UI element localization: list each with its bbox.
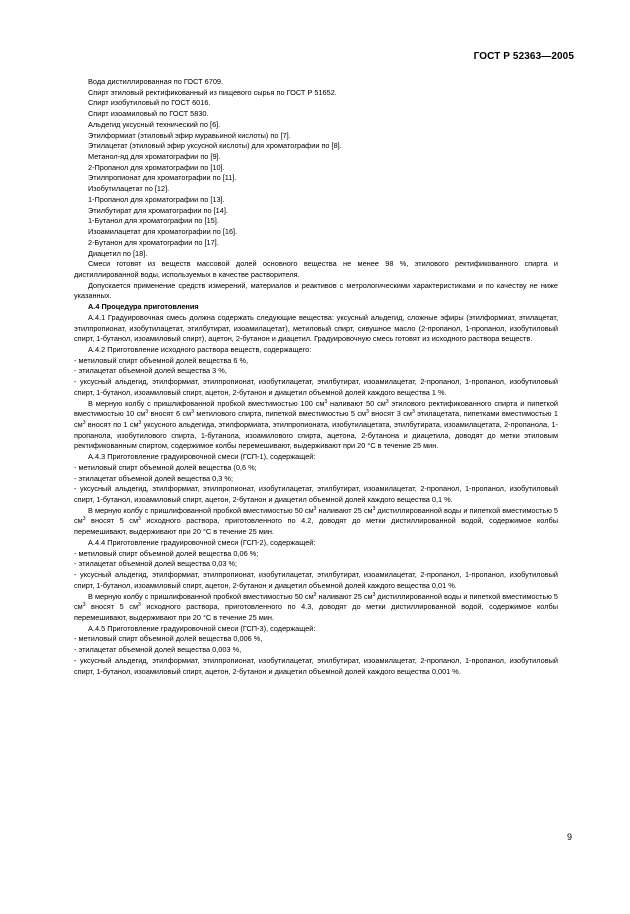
clause-a42-procedure: В мерную колбу с пришлифованной пробкой вместимостью 100 $см^3$ наливают 50 $см^3$ этилового ректификованного спирта и пипеткой вместимостью 10 $см^3$ вносят 6 $см^3$ метилового спирта, пипеткой вместимостью 5 $см^3$ вносят 3 $см^3$ этилацетата, пипетками вместимостью 1 $см^3$ вносят по 1 $см^3$ уксусного альдегида, этилформиата, этилпропионата, изобутилацетата, этилбутирата, изоамилацетата, 2-пропанола, 1-пропанола, изобутилового спирта, 1-бутанола, изоамилового спирта, ацетона, 2-бутанона и диацетила, доводят до метки этиловым ректификованным спиртом, содержимое колбы перемешивают, выдерживают при 20 °С в течение 25 мин.	[74, 398, 559, 451]
reagent-item: Изоамилацетат для хроматографии по [16].	[88, 227, 238, 237]
reagent-item: 1-Бутанол для хроматографии по [15].	[88, 216, 219, 226]
list-item: - уксусный альдегид, этилформиат, этилпропионат, изобутилацетат, этилбутират, изоамилацетат, 2-пропанол, 1-пропанол, изобутиловый спирт, 1-бутанол, изоамиловый спирт, ацетон, 2-бутанон и диацетил объемной долей каждого вещества 0,01 %.	[74, 570, 558, 590]
clause-a42-intro: А.4.2 Приготовление исходного раствора веществ, содержащего:	[88, 344, 312, 354]
reagent-item: Спирт изобутиловый по ГОСТ 6016.	[88, 98, 211, 108]
reagent-item: Изобутилацетат по [12].	[88, 184, 170, 194]
paragraph-allowed: Допускается применение средств измерений, материалов и реактивов с метрологическими характеристиками и по качеству не ниже указанных.	[74, 280, 558, 301]
list-item: - уксусный альдегид, этилформиат, этилпропионат, изобутилацетат, этилбутират, изоамилацетат, 2-пропанол, 1-пропанол, изобутиловый спирт, 1-бутанол, изоамиловый спирт, ацетон, 2-бутанон и диацетил объемной долей каждого вещества 0,1 %.	[74, 484, 558, 505]
list-item: - метиловый спирт объемной долей вещества 6 %,	[74, 355, 249, 365]
clause-a45-intro: А.4.5 Приготовление градуировочной смеси (ГСП-3), содержащей:	[88, 623, 316, 633]
reagent-item: 2-Бутанон для хроматографии по [17].	[88, 237, 219, 247]
paragraph-mixtures: Смеси готовят из веществ массовой долей основного вещества не менее 98 %, этилового ректификованного спирта и дистиллированной воды, используемых в качестве растворителя.	[74, 259, 558, 279]
reagent-item: Вода дистиллированная по ГОСТ 6709.	[88, 77, 224, 86]
clause-a43-procedure: В мерную колбу с пришлифованной пробкой вместимостью 50 $см^3$ наливают 25 $см^3$ дистиллированной воды и пипеткой вместимостью 5 $см^3$ вносят 5 $см^3$ исходного раствора, приготовленного по 4.2, доводят до метки дистиллированной водой, содержимое колбы перемешивают, выдерживают при 20 °С в течение 25 мин.	[74, 505, 559, 537]
document-header: ГОСТ Р 52363—2005	[473, 51, 574, 62]
list-item: - этилацетат объемной долей вещества 0,3 %;	[74, 473, 233, 483]
clause-a44-intro: А.4.4 Приготовление градуировочной смеси (ГСП-2), содержащей:	[88, 537, 316, 547]
reagent-item: Спирт изоамиловый по ГОСТ 5830.	[88, 109, 209, 119]
page-content	[74, 77, 558, 677]
list-item: - метиловый спирт объемной долей вещества 0,006 %,	[74, 634, 263, 644]
reagent-item: Этилацетат (этиловый эфир уксусной кислоты) для хроматографии по [8].	[88, 141, 342, 151]
list-item: - этилацетат объемной долей вещества 0,03 %;	[74, 559, 238, 569]
reagent-item: Альдегид уксусный технический по [6].	[88, 119, 221, 129]
reagent-item: 2-Пропанол для хроматографии по [10].	[88, 162, 225, 172]
reagent-item: 1-Пропанол для хроматографии по [13].	[88, 194, 225, 204]
list-item: - этилацетат объемной долей вещества 3 %,	[74, 366, 227, 376]
clause-a44-procedure: В мерную колбу с пришлифованной пробкой вместимостью 50 $см^3$ наливают 25 $см^3$ дистиллированной воды и пипеткой вместимостью 5 $см^3$ вносят 5 $см^3$ исходного раствора, приготовленного по 4.3, доводят до метки дистиллированной водой, содержимое колбы перемешивают, выдерживают при 20 °С в течение 25 мин.	[74, 591, 559, 622]
list-item: - уксусный альдегид, этилформиат, этилпропионат, изобутилацетат, этилбутират, изоамилацетат, 2-пропанол, 1-пропанол, изобутиловый спирт, 1-бутанол, изоамиловый спирт, ацетон, 2-бутанон и диацетил объемной долей каждого вещества 0,001 %.	[74, 655, 558, 676]
clause-a41: А.4.1 Градуировочная смесь должна содержать следующие вещества: уксусный альдегид, сложные эфиры (этилформиат, этилацетат, этилпропионат, изобутилацетат, этилбутират, изоамилацетат), метиловый спирт, сивушное масло (2-пропанол, 1-пропанол, изобутиловый спирт, 1-бутанол, изоамиловый спирт), ацетон, 2-бутанон и диацетил. Градуировочную смесь готовят из исходного раствора веществ.	[74, 312, 558, 344]
list-item: - метиловый спирт объемной долей вещества (0,6 %;	[74, 462, 257, 472]
section-heading: А.4 Процедура приготовления	[88, 302, 199, 312]
reagent-item: Спирт этиловый ректификованный из пищевого сырья по ГОСТ Р 51652.	[88, 87, 337, 97]
reagent-item: Этилформиат (этиловый эфир муравьиной кислоты) по [7].	[88, 130, 291, 140]
reagent-item: Диацетил по [18].	[88, 248, 148, 258]
list-item: - метиловый спирт объемной долей вещества 0,06 %;	[74, 548, 259, 558]
list-item: - уксусный альдегид, этилформиат, этилпропионат, изобутилацетат, этилбутират, изоамилацетат, 2-пропанол, 1-пропанол, изобутиловый спирт, 1-бутанол, изоамиловый спирт, ацетон, 2-бутанон и диацетил объемной долей каждого вещества 1 %.	[74, 377, 558, 397]
reagent-item: Этилпропионат для хроматографии по [11].	[88, 173, 237, 183]
page-number: 9	[566, 832, 572, 842]
clause-a43-intro: А.4.3 Приготовление градуировочной смеси (ГСП-1), содержащей:	[88, 452, 316, 462]
reagent-item: Метанол-яд для хроматографии по [9].	[88, 152, 221, 162]
reagent-item: Этилбутират для хроматографии по [14].	[88, 205, 228, 215]
list-item: - этилацетат объемной долей вещества 0,003 %,	[74, 645, 242, 655]
